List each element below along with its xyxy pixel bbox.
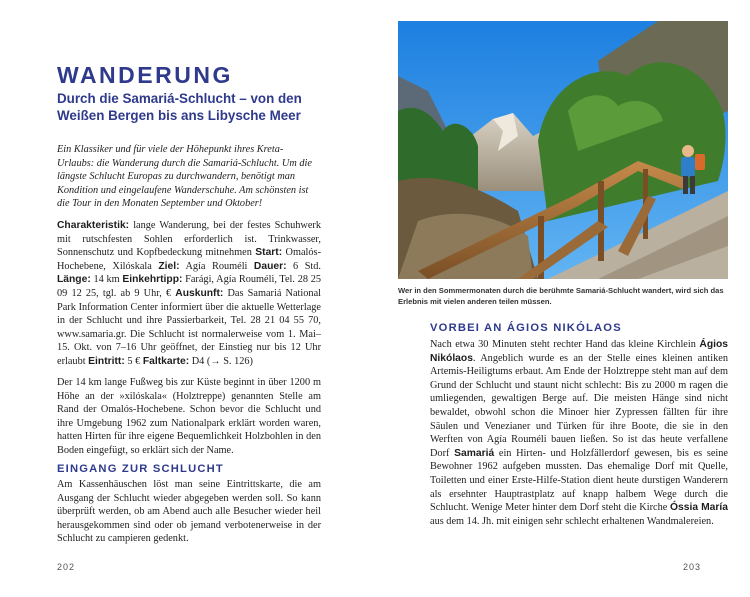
- page-number-left: 202: [57, 562, 76, 572]
- fact-text: lange Wanderung, bei der festes Schuhwerk mit rutschfesten Sohlen erforderlich ist. Trinkwasser, Sonnenschutz und Kopfbedeckung mitnehmen: [57, 220, 321, 259]
- gorge-photo: [398, 21, 728, 279]
- fact-text: D4 (→ S. 126): [189, 355, 253, 367]
- text-run: Nach etwa 30 Minuten steht rechter Hand das kleine Kirchlein: [430, 339, 700, 350]
- section-heading-agios-nikolaos: VORBEI AN ÁGIOS NIKÓLAOS: [430, 322, 622, 334]
- fact-text: Das Samariá National Park Information Center informiert über die aktuelle Wetterlage in der Schlucht und ihre Passierbarkeit, Tel. 28 21 04 55 70, www.samaria.gr. Die Schlucht ist normalerweise vom 1. Mai–15. Okt. von 7–16 Uhr geöffnet, der Einstieg nur bis 12 Uhr erlaubt: [57, 287, 321, 367]
- fact-key: Einkehrtipp:: [122, 274, 183, 286]
- place-name: Óssia María: [670, 502, 728, 514]
- fact-key: Länge:: [57, 274, 91, 286]
- page-title: WANDERUNG: [57, 62, 233, 88]
- fact-key: Dauer:: [253, 260, 287, 272]
- fact-text: Farági, Agía Rouméli, Tel. 28 25 09 12 25, tgl. ab 9 Uhr, €: [57, 274, 321, 299]
- right-page: [375, 0, 750, 597]
- paragraph-entrance: Am Kassenhäuschen löst man seine Eintrittskarte, die am Ausgang der Schlucht wieder abgegeben werden soll. So kann überprüft werden, ob am Abend auch alle Besucher wieder heil herausgekommen sind oder ob jemand verbotenerweise in der Schlucht zu campieren gedenkt.: [57, 479, 321, 545]
- intro-text: Ein Klassiker und für viele der Höhepunkt ihres Kreta-Urlaubs: die Wanderung durch die Samariá-Schlucht. Um die längste Schlucht Europas zu durchwandern, benötigt man Kondition und eingelaufene Wanderschuhe. Am schönsten ist die Tour in den Monaten September und Oktober!: [57, 144, 312, 210]
- gorge-photo-illustration: [398, 21, 728, 279]
- text-run: ein Hirten- und Holzfällerdorf gewesen, bis es seine Bewohner 1962 aufgeben mussten. Das ehemalige Dorf mit Quelle, Toiletten und einer Erste-Hilfe-Station dient heute durstigen Wanderern als ersehnter Hauptrastplatz auf knapp halbem Wege durch die Schlucht. Wenige Meter hinter dem Dorf steht die Kirche: [430, 447, 728, 514]
- fact-text: Omalós-Hochebene, Xilóskala: [57, 247, 321, 272]
- fact-key: Auskunft:: [175, 287, 224, 299]
- section-heading-entrance: EINGANG ZUR SCHLUCHT: [57, 463, 224, 475]
- fact-key: Start:: [255, 247, 283, 259]
- facts-block: [57, 219, 321, 369]
- place-name: Samariá: [454, 447, 495, 459]
- photo-caption: Wer in den Sommermonaten durch die berühmte Samariá-Schlucht wandert, wird sich das Erlebnis mit vielen anderen teilen müssen.: [398, 286, 724, 306]
- page-subtitle: Durch die Samariá-Schlucht – von den Weißen Bergen bis ans Libysche Meer: [57, 91, 302, 123]
- text-run: aus dem 14. Jh. mit einigen sehr schlecht erhaltenen Wandmalereien.: [430, 515, 714, 527]
- text-run: . Angeblich wurde es an der Stelle eines kleinen antiken Artemis-Heiligtums erbaut. Am Ende der Holztreppe steht man auf dem Grund der Schlucht und staunt nicht schlecht: Bis zu 2000 m ragen die umliegenden, gewaltigen Berge auf. Die meisten Hänge sind nicht bewaldet, obwohl schon die Minoer hier Zypressen fällten für ihre Säulen und Venezianer und Türken für ihre Boote, die sie in den Werften von Agía Rouméli bauen ließen. So ist das heute verfallene Dorf: [430, 352, 728, 459]
- place-name: Ágios Nikólaos: [430, 339, 728, 364]
- fact-key: Charakteristik:: [57, 220, 130, 231]
- page-number-right: 203: [683, 562, 702, 572]
- paragraph-intro-route: Der 14 km lange Fußweg bis zur Küste beginnt in über 1200 m Höhe an der »xilóskala« (Holztreppe) genannten Stelle am Rand der Omalós-Hochebene. Schon bevor die Schlucht und ihre Umgebung 1962 zum Nationalpark erklärt worden waren, hatten Hirten für ihre eigene Bequemlichkeit Holzbohlen in den Boden eingefügt, so erklärt sich der Name.: [57, 377, 321, 456]
- fact-key: Eintritt:: [88, 355, 125, 367]
- fact-text: 6 Std.: [286, 260, 321, 272]
- fact-text: 5 €: [124, 355, 143, 367]
- fact-text: Agía Rouméli: [179, 260, 254, 272]
- fact-text: 14 km: [90, 274, 123, 286]
- paragraph-agios-nikolaos: [430, 338, 728, 528]
- fact-key: Faltkarte:: [142, 355, 190, 367]
- fact-key: Ziel:: [158, 260, 180, 272]
